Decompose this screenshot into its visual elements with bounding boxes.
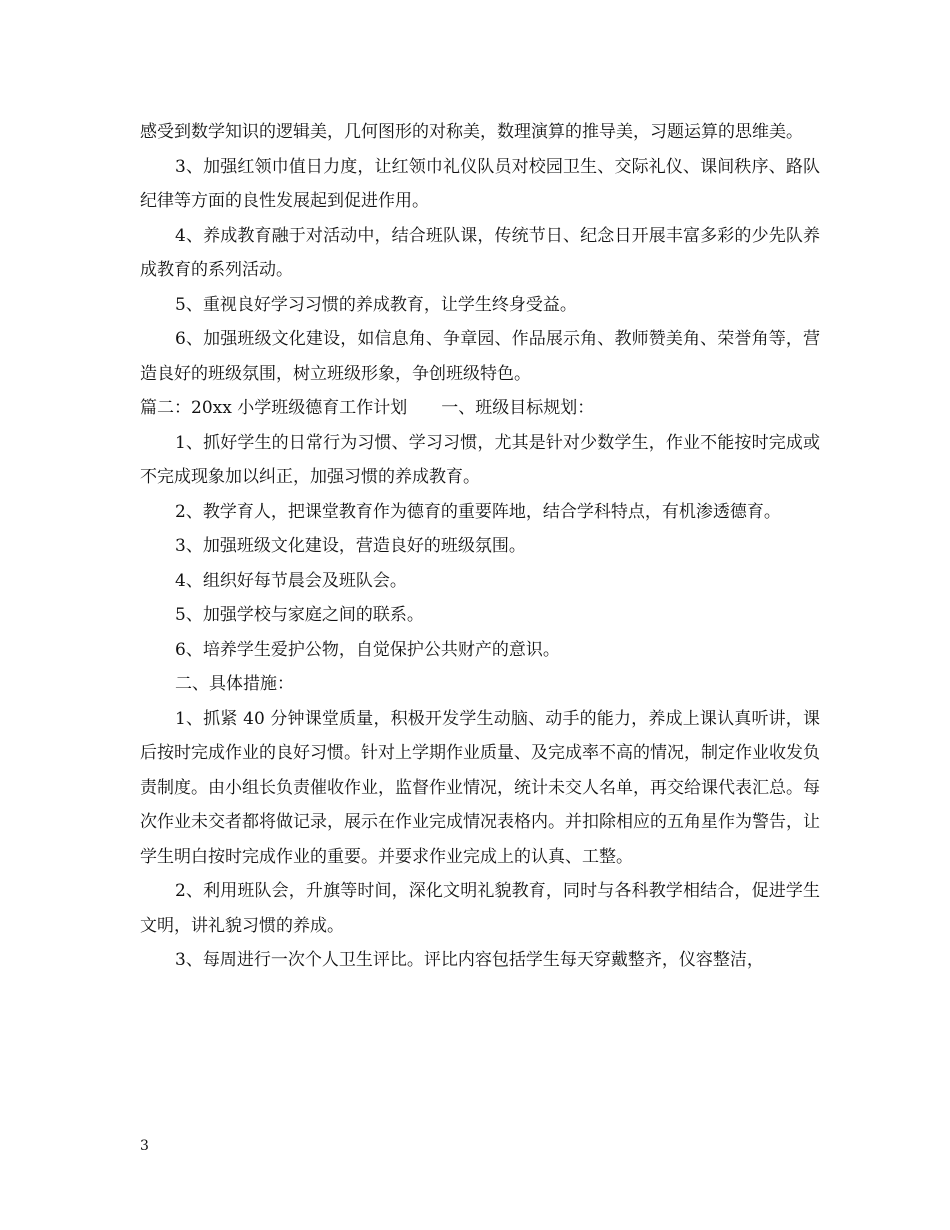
paragraph: 3、加强红领巾值日力度，让红领巾礼仪队员对校园卫生、交际礼仪、课间秩序、路队纪律等方面的良性发展起到促进作用。 <box>140 156 820 211</box>
paragraph: 3、每周进行一次个人卫生评比。评比内容包括学生每天穿戴整齐，仪容整洁， <box>175 950 764 970</box>
paragraph: 1、抓紧 40 分钟课堂质量，积极开发学生动脑、动手的能力，养成上课认真听讲，课后按时完成作业的良好习惯。针对上学期作业质量、及完成率不高的情况，制定作业收发负责制度。由小组长负责催收作业，监督作业情况，统计未交人名单，再交给课代表汇总。每次作业未交者都将做记录，展示在作业完成情况表格内。并扣除相应的五角星作为警告，让学生明白按时完成作业的重要。并要求作业完成上的认真、工整。 <box>140 708 820 867</box>
paragraph: 6、加强班级文化建设，如信息角、争章园、作品展示角、教师赞美角、荣誉角等，营造良好的班级氛围，树立班级形象，争创班级特色。 <box>140 329 820 384</box>
document-body <box>140 115 820 978</box>
section-heading: 篇二：20xx 小学班级德育工作计划 一、班级目标规划： <box>140 398 595 418</box>
paragraph: 3、加强班级文化建设，营造良好的班级氛围。 <box>175 536 526 556</box>
paragraph: 6、培养学生爱护公物，自觉保护公共财产的意识。 <box>175 639 560 660</box>
paragraph: 5、重视良好学习习惯的养成教育，让学生终身受益。 <box>175 294 577 315</box>
paragraph: 1、抓好学生的日常行为习惯、学习习惯，尤其是针对少数学生，作业不能按时完成或不完成现象加以纠正，加强习惯的养成教育。 <box>140 432 820 487</box>
paragraph: 感受到数学知识的逻辑美，几何图形的对称美，数理演算的推导美，习题运算的思维美。 <box>140 122 803 142</box>
page-number: 3 <box>140 1138 149 1154</box>
paragraph: 4、养成教育融于对活动中，结合班队课，传统节日、纪念日开展丰富多彩的少先队养成教育的系列活动。 <box>140 225 820 280</box>
subsection-heading: 二、具体措施： <box>175 674 294 694</box>
paragraph: 2、利用班队会，升旗等时间，深化文明礼貌教育，同时与各科教学相结合，促进学生文明，讲礼貌习惯的养成。 <box>140 881 820 936</box>
paragraph: 5、加强学校与家庭之间的联系。 <box>175 605 424 625</box>
paragraph: 2、教学育人，把课堂教育作为德育的重要阵地，结合学科特点，有机渗透德育。 <box>175 501 781 522</box>
paragraph: 4、组织好每节晨会及班队会。 <box>175 570 407 591</box>
